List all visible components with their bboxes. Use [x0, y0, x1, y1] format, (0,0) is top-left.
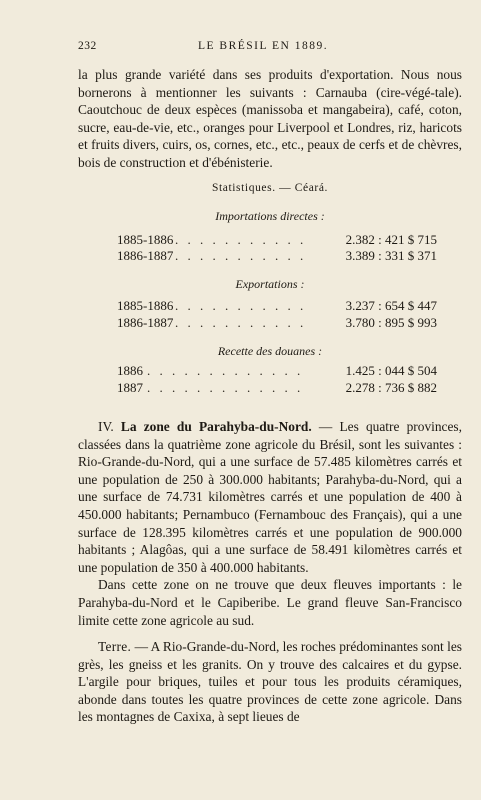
- stats-row-label: 1885-1886: [117, 232, 174, 247]
- section-iv-paragraph-2: Dans cette zone on ne trouve que deux fleuves importants : le Parahyba-du-Nord et le Capiberibe. Le grand fleuve San-Francisco limite cette zone agricole au sud.: [78, 577, 462, 628]
- page-number: 232: [78, 40, 97, 52]
- stats-row: [117, 232, 437, 249]
- stats-row-value: 3.389 : 331 $ 371: [345, 248, 437, 263]
- leader-dots: . . . . . . . . . . .: [175, 232, 307, 247]
- section-iv-paragraph: [78, 418, 462, 576]
- stats-row: [117, 363, 437, 380]
- stats-row-label: 1886-1887: [117, 248, 174, 263]
- stats-heading-imports: Importations directes :: [215, 209, 325, 223]
- stats-row-value: 3.780 : 895 $ 993: [345, 315, 437, 330]
- running-title: LE BRÉSIL EN 1889.: [198, 40, 329, 52]
- stats-title: Statistiques. — Céará.: [211, 182, 329, 194]
- terre-body: — A Rio-Grande-du-Nord, les roches prédominantes sont les grès, les gneiss et les granits. On y trouve des calcaires et du gypse. L'argile pour briques, tuiles et pour tous les produits céramiques, abonde dans toutes les quatre provinces de cette zone agricole. Dans les montagnes de Caxixa, à sept lieues de: [78, 639, 462, 725]
- terre-section: [78, 638, 462, 726]
- stats-row: [117, 315, 437, 332]
- stats-row-label: 1885-1886: [117, 298, 174, 313]
- terre-paragraph: [78, 638, 462, 726]
- stats-row-label: 1886: [117, 363, 143, 378]
- stats-row-label: 1887: [117, 380, 143, 395]
- leader-dots: . . . . . . . . . . .: [175, 315, 307, 330]
- stats-heading-exports: Exportations :: [235, 277, 305, 291]
- page-header: [78, 40, 458, 56]
- leader-dots: . . . . . . . . . . . . .: [147, 363, 304, 378]
- intro-text: la plus grande variété dans ses produits d'exportation. Nous nous bornerons à mentionner les suivants : Carnauba (cire-végé-tale). Caoutchouc de deux espèces (manissoba et mangabeira), café, coton, sucre, eau-de-vie, etc., oranges pour Liverpool et Londres, riz, haricots et fruits divers, cuirs, os, cornes, etc., etc., peaux de cerfs et de chèvres, bois de construction et d'ébénisterie.: [78, 67, 462, 170]
- section-title: La zone du Parahyba-du-Nord.: [120, 419, 312, 434]
- leader-dots: . . . . . . . . . . . . .: [147, 380, 304, 395]
- section-iv: [78, 418, 462, 629]
- stats-heading-customs: Recette des douanes :: [217, 344, 323, 358]
- stats-row-value: 1.425 : 044 $ 504: [345, 363, 437, 378]
- section-number: IV.: [98, 419, 114, 434]
- leader-dots: . . . . . . . . . . .: [175, 248, 307, 263]
- stats-row: [117, 248, 437, 265]
- stats-row: [117, 380, 437, 397]
- intro-paragraph: [78, 66, 462, 172]
- stats-row-value: 2.278 : 736 $ 882: [345, 380, 437, 395]
- stats-row-label: 1886-1887: [117, 315, 174, 330]
- stats-row-value: 3.237 : 654 $ 447: [345, 298, 437, 313]
- stats-row: [117, 298, 437, 315]
- section-body: — Les quatre provinces, classées dans la quatrième zone agricole du Brésil, sont les suivantes : Rio-Grande-du-Nord, qui a une surface de 57.485 kilomètres carrés et une population de 250 à 300.000 habitants; Parahyba-du-Nord, qui a une surface de 74.731 kilomètres carrés et une population de 400 à 450.000 habitants; Pernambuco (Fernambouc des Français), qui a une surface de 128.395 kilomètres carrés et une population de 900.000 habitants ; Alagôas, qui a une surface de 58.491 kilomètres carrés et une population de 350 à 400.000 habitants.: [78, 419, 462, 575]
- leader-dots: . . . . . . . . . . .: [175, 298, 307, 313]
- stats-row-value: 2.382 : 421 $ 715: [345, 232, 437, 247]
- terre-title: Terre.: [98, 639, 132, 654]
